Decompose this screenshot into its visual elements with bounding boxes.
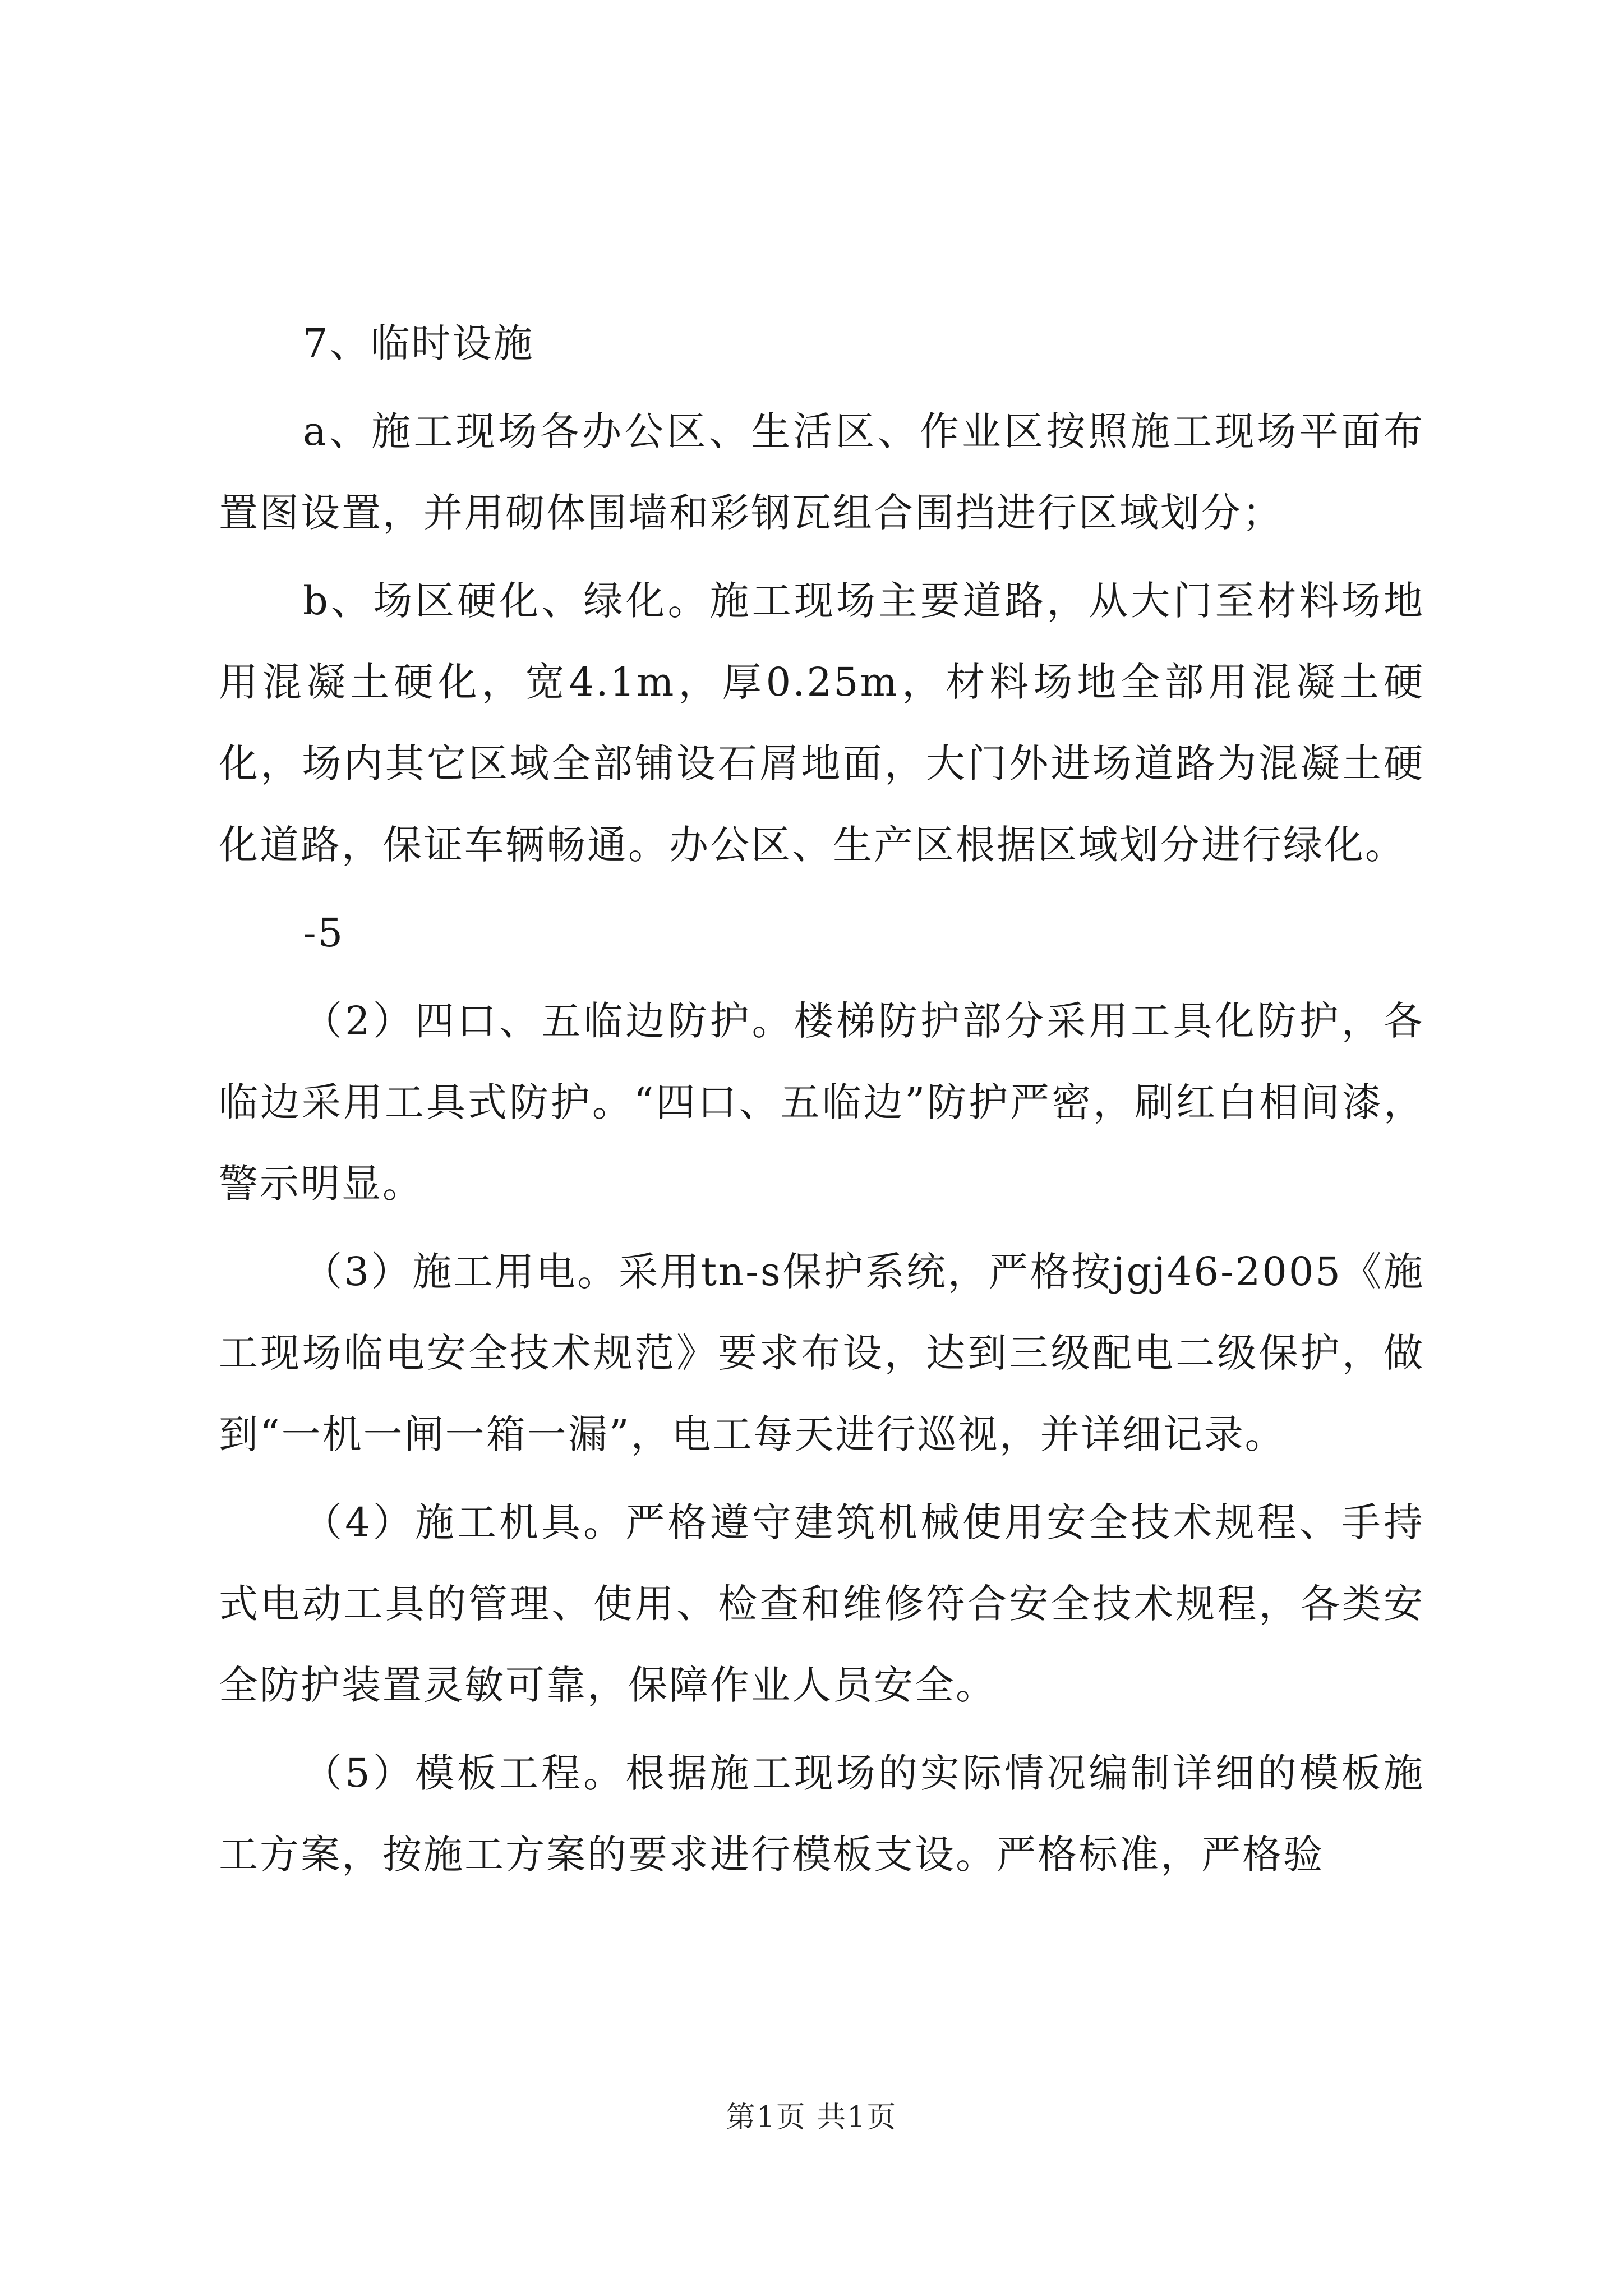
- paragraph-a: a、施工现场各办公区、生活区、作业区按照施工现场平面布置图设置，并用砌体围墙和彩钢瓦组合围挡进行区域划分；: [219, 408, 1424, 536]
- page-marker: -5: [303, 910, 345, 956]
- document-body: [219, 303, 1424, 1895]
- paragraph-item-3: （3）施工用电。采用tn-s保护系统，严格按jgj46-2005《施工现场临电安全技术规范》要求布设，达到三级配电二级保护，做到“一机一闸一箱一漏”，电工每天进行巡视，并详细记录。: [219, 1249, 1424, 1457]
- paragraph-item-4: （4）施工机具。严格遵守建筑机械使用安全技术规程、手持式电动工具的管理、使用、检查和维修符合安全技术规程，各类安全防护装置灵敏可靠，保障作业人员安全。: [219, 1499, 1424, 1708]
- paragraph-b: b、场区硬化、绿化。施工现场主要道路，从大门至材料场地用混凝土硬化，宽4.1m，厚0.25m，材料场地全部用混凝土硬化，场内其它区域全部铺设石屑地面，大门外进场道路为混凝土硬化道路，保证车辆畅通。办公区、生产区根据区域划分进行绿化。: [219, 578, 1424, 868]
- section-heading: 7、临时设施: [303, 320, 534, 366]
- paragraph-item-5: （5）模板工程。根据施工现场的实际情况编制详细的模板施工方案，按施工方案的要求进行模板支设。严格标准，严格验: [219, 1750, 1424, 1878]
- page-footer: 第1页 共1页: [726, 2101, 897, 2134]
- paragraph-item-2: （2）四口、五临边防护。楼梯防护部分采用工具化防护，各临边采用工具式防护。“四口、五临边”防护严密，刷红白相间漆，警示明显。: [219, 998, 1424, 1207]
